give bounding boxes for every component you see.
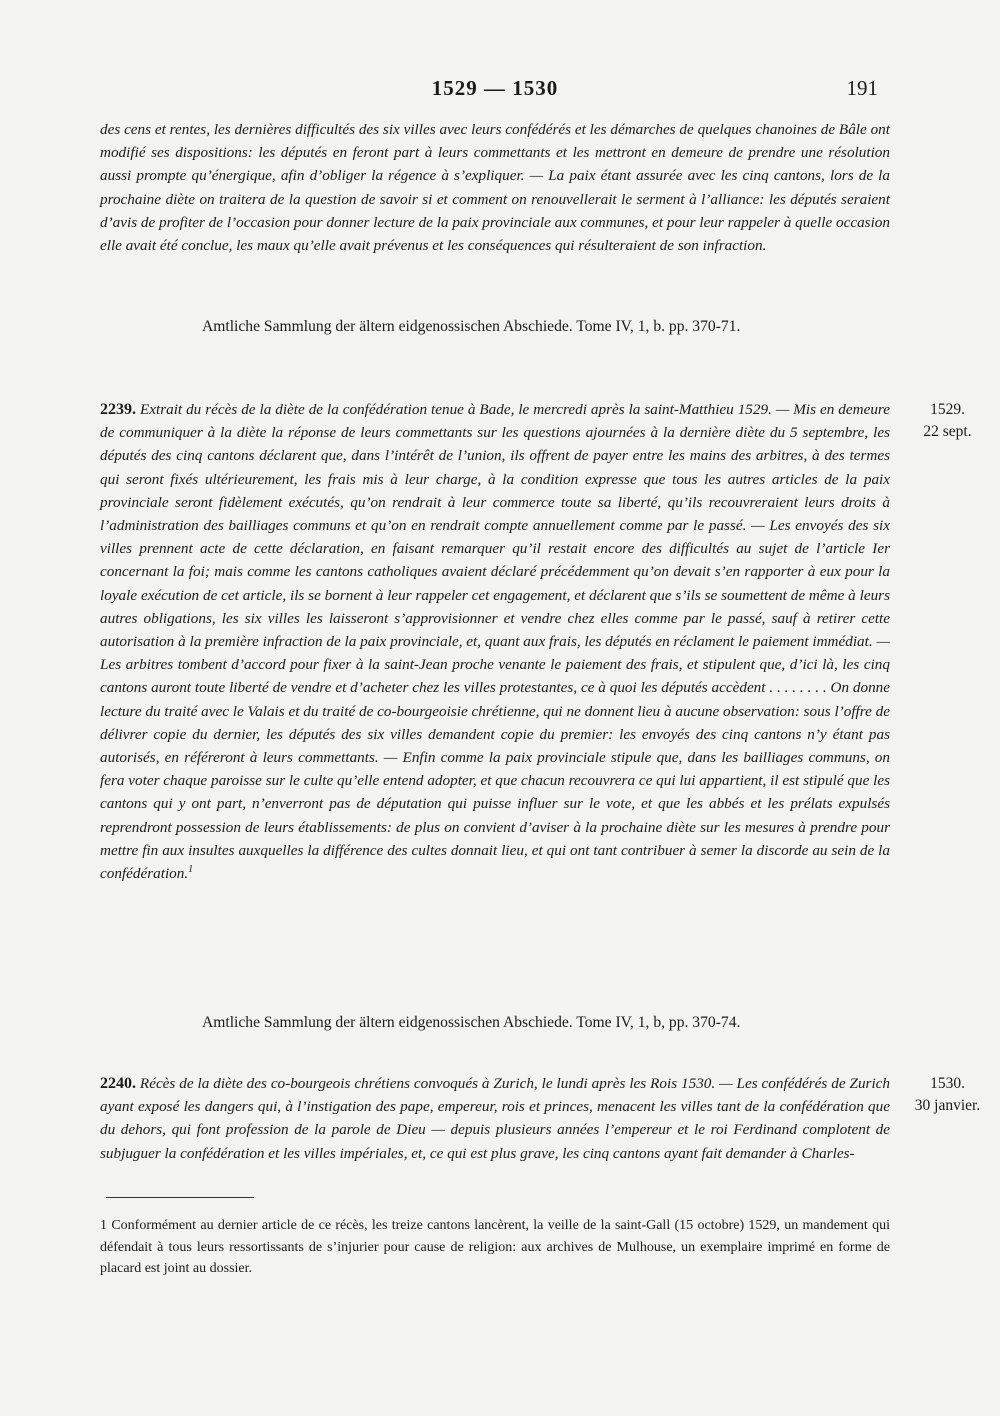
source-citation-2: Amtliche Sammlung der ältern eidgenossischen Abschiede. Tome IV, 1, b, pp. 370-74. — [202, 1014, 741, 1031]
running-title-years: 1529 — 1530 — [431, 76, 559, 100]
margin-year: 1529. — [930, 401, 965, 418]
entry-2239-text: Extrait du récès de la diète de la confédération tenue à Bade, le mercredi après la saint-Matthieu 1529. — Mis en demeure de communiquer à la diète la réponse de leurs commettants sur les questions ajournées à la dernière diète du 5 septembre, les députés des cinq cantons déclarent que, dans l’intérêt de l’union, ils offrent de payer entre les mains des arbitres, à des termes qui seront fixés ultérieurement, les frais mis à leur charge, à la condition expresse que tous les autres articles de la paix provinciale seront fidèlement exécutés, qu’on rendrait à leur commerce toute sa liberté, qu’ils recouvreraient leurs droits à l’administration des bailliages communs et qu’on en rendrait compte annuellement comme par le passé. — Les envoyés des six villes prennent acte de cette déclaration, en faisant remarquer qu’il restait encore des difficultés au sujet de l’article Ier concernant la foi; mais comme les cantons catholiques avaient déclaré précédemment qu’on devait s’en rapporter à eux pour la loyale exécution de cet article, ils se bornent à leur rappeler cet engagement, et déclarent que s’ils se soumettent de même à leurs autres obligations, les six villes les laisseront s’approvisionner et vendre chez elles comme par le passé, sauf à retirer cette autorisation à la première infraction de la paix provinciale, et, quant aux frais, les députés en réclament le paiement immédiat. — Les arbitres tombent d’accord pour fixer à la saint-Jean proche venante le paiement des frais, et stipulent que, d’ici là, les cinq cantons auront toute liberté de vendre et d’acheter chez les villes protestantes, ce à quoi les députés accèdent . . . . . . . . On donne lecture du traité avec le Valais et du traité de co-bourgeoisie chrétienne, qui ne donnent lieu à aucune observation: sous l’offre de délivrer copie du dernier, les députés des six villes demandent copie du premier: les envoyés des cinq cantons n’y étant pas autorisés, en référeront à leurs commettants. — Enfin comme la paix provinciale stipule que, dans les bailliages communs, on fera voter chaque paroisse sur le culte qu’elle entend adopter, et que chacun recouvrera ce qui lui appartient, il est stipulé que les cantons qui y ont part, n’enverront pas de députation qui puisse influer sur le vote, et que les abbés et les prélats expulsés reprendront possession de leurs établissements: de plus on convient d’aviser à la prochaine diète sur les mesures à prendre pour mettre fin aux insultes auxquelles la différence des cultes donnait lieu, et qui ont tant contribuer à semer la discorde au sein de la confédération. — [100, 401, 891, 883]
continued-paragraph — [100, 118, 890, 257]
entry-number-2240: 2240. — [100, 1075, 136, 1092]
continued-paragraph-text: des cens et rentes, les dernières difficultés des six villes avec leurs confédérés et les démarches de quelques chanoines de Bâle ont modifié ses dispositions: les députés en feront part à leurs commettants et les mettront en demeure de prendre une résolution aussi prompte qu’énergique, afin d’obliger la régence à s’expliquer. — La paix étant assurée avec les cinq cantons, lors de la prochaine diète on traitera de la question de savoir si et comment on renouvellerait le serment à l’alliance: les députés seraient d’avis de profiter de l’occasion pour donner lecture de la paix provinciale aux communes, et pour leur rappeler à quelle occasion elle avait été conclue, les maux qu’elle avait prévenus et les conséquences qui résulteraient de son infraction. — [100, 121, 890, 255]
margin-date-2240 — [900, 1073, 995, 1117]
source-citation-1: Amtliche Sammlung der ältern eidgenossischen Abschiede. Tome IV, 1, b. pp. 370-71. — [202, 318, 741, 335]
footnote-text: Conformément au dernier article de ce récès, les treize cantons lancèrent, la veille de la saint-Gall (15 octobre) 1529, un mandement qui défendait à tous leurs ressortissants de s’injurier pour cause de religion: aux archives de Mulhouse, un exemplaire imprimé en forme de placard est joint au dossier. — [100, 1218, 891, 1276]
margin-day: 22 sept. — [923, 423, 972, 440]
footnote-reference: 1 — [188, 864, 194, 875]
footnote-divider — [106, 1197, 254, 1198]
entry-number-2239: 2239. — [100, 401, 136, 418]
margin-day: 30 janvier. — [914, 1097, 981, 1114]
entry-2239 — [100, 398, 890, 885]
footnote-marker: 1 — [100, 1218, 107, 1233]
page-number: 191 — [846, 76, 878, 100]
page-header — [100, 76, 890, 104]
footnote — [100, 1215, 890, 1280]
margin-year: 1530. — [930, 1075, 965, 1092]
entry-2240 — [100, 1072, 890, 1165]
entry-2240-text: Récès de la diète des co-bourgeois chrétiens convoqués à Zurich, le lundi après les Rois 1530. — Les confédérés de Zurich ayant exposé les dangers qui, à l’instigation des pape, empereur, rois et princes, menacent les villes tant de la confédération que du dehors, qui font profession de la parole de Dieu — depuis plusieurs années l’empereur et le roi Ferdinand complotent de subjuguer la confédération et les villes impériales, et, ce qui est plus grave, les cinq cantons ayant fait demander à Charles- — [100, 1075, 891, 1162]
margin-date-2239 — [900, 399, 995, 443]
